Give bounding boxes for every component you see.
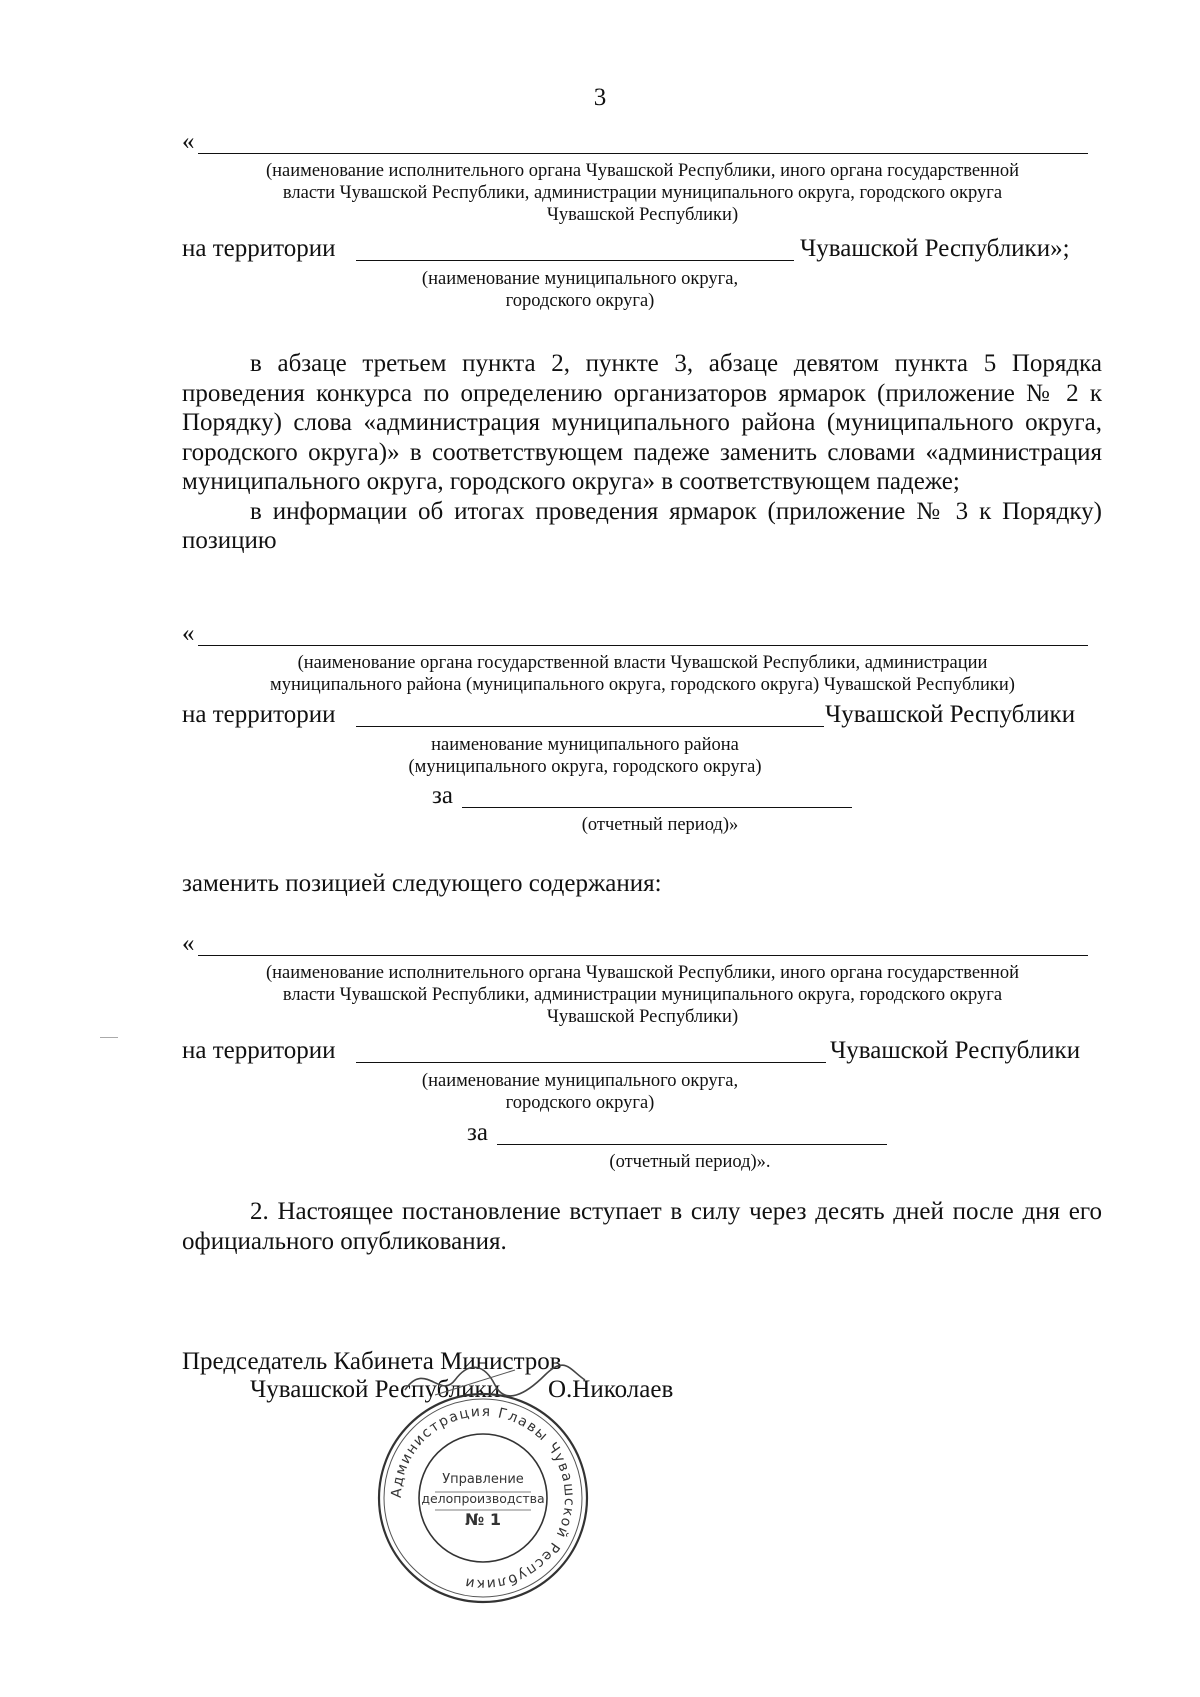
handwritten-signature xyxy=(395,1350,595,1410)
scan-artifact xyxy=(100,1037,118,1038)
final-paragraph xyxy=(182,1197,1102,1256)
paragraph-3: 2. Настоящее постановление вступает в силу через десять дней после дня его официального опубликования. xyxy=(182,1198,1102,1255)
page-number: 3 xyxy=(593,84,607,111)
seal-center-line2: делопроизводства xyxy=(421,1491,545,1506)
territory-label: на территории xyxy=(182,235,336,262)
blank-line-district xyxy=(356,1062,826,1063)
republic-label: Чувашской Республики»; xyxy=(800,235,1070,262)
district-caption: наименование муниципального района (муниципального округа, городского округа) xyxy=(408,735,762,777)
period-caption: (отчетный период)». xyxy=(609,1152,771,1172)
signatory-name: О.Николаев xyxy=(548,1376,674,1403)
org-caption: (наименование исполнительного органа Чувашской Республики, иного органа государственной власти Чувашской Республики, администрации муниципального округа, городского округа Чувашской Республики) xyxy=(265,963,1020,1027)
quote-open: « xyxy=(182,930,195,957)
territory-label: на территории xyxy=(182,1037,336,1064)
blank-line-org xyxy=(198,955,1088,956)
body-paragraphs xyxy=(182,349,1102,556)
republic-label: Чувашской Республики xyxy=(825,701,1076,728)
blank-line-org xyxy=(198,645,1088,646)
quote-open: « xyxy=(182,128,195,155)
paragraph-1: в абзаце третьем пункта 2, пункте 3, абзаце девятом пункта 5 Порядка проведения конкурса по определению организаторов ярмарок (приложение № 2 к Порядку) слова «администрация муниципального района (муниципального округа, городского округа)» в соответствующем падеже заменить словами «администрация муниципального округа, городского округа» в соответствующем падеже; xyxy=(182,350,1102,495)
blank-line-district xyxy=(356,726,824,727)
blank-line-district xyxy=(356,260,794,261)
seal-center-line1: Управление xyxy=(442,1472,524,1487)
seal-center-line3: № 1 xyxy=(465,1510,501,1529)
blank-line-period xyxy=(497,1144,887,1145)
blank-line-period xyxy=(462,807,852,808)
official-seal xyxy=(373,1388,593,1608)
period-label: за xyxy=(432,782,453,809)
district-caption: (наименование муниципального округа, городского округа) xyxy=(421,1071,739,1113)
seal-ring-text: Администрация Главы Чувашской Республики xyxy=(388,1403,578,1593)
blank-line-org xyxy=(198,153,1088,154)
district-caption: (наименование муниципального округа, городского округа) xyxy=(421,269,739,311)
signatory-title-line2: Чувашской Республики xyxy=(250,1376,501,1403)
republic-label: Чувашской Республики xyxy=(830,1037,1081,1064)
paragraph-2: в информации об итогах проведения ярмарок (приложение № 3 к Порядку) позицию xyxy=(182,497,1102,554)
org-caption: (наименование органа государственной власти Чувашской Республики, администрации муниципального района (муниципального округа, городского округа) Чувашской Республики) xyxy=(270,653,1015,695)
replace-text: заменить позицией следующего содержания: xyxy=(182,870,662,897)
quote-open: « xyxy=(182,620,195,647)
territory-label: на территории xyxy=(182,701,336,728)
period-caption: (отчетный период)» xyxy=(581,815,739,835)
org-caption: (наименование исполнительного органа Чувашской Республики, иного органа государственной власти Чувашской Республики, администрации муниципального округа, городского округа Чувашской Республики) xyxy=(265,161,1020,225)
signatory-title-line1: Председатель Кабинета Министров xyxy=(182,1348,562,1375)
period-label: за xyxy=(467,1119,488,1146)
